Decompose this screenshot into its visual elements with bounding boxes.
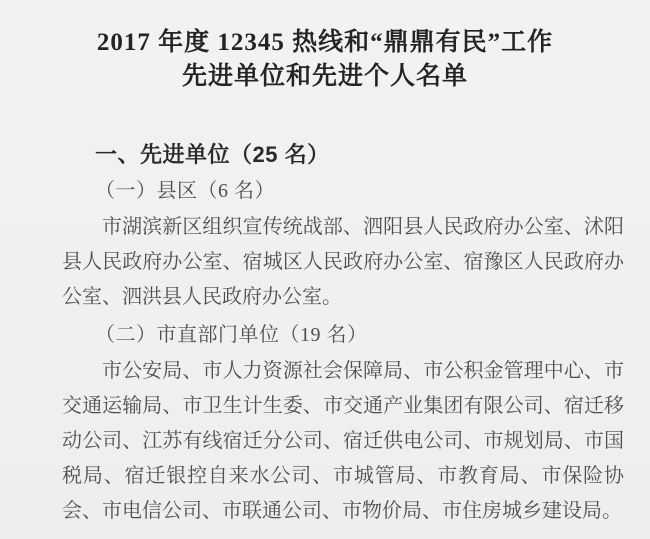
document-body <box>62 137 624 529</box>
paragraph-county-units: 市湖滨新区组织宣传统战部、泗阳县人民政府办公室、沭阳县人民政府办公室、宿城区人民政府办公室、宿豫区人民政府办公室、泗洪县人民政府办公室。 <box>62 216 624 308</box>
document-title-line2: 先进单位和先进个人名单 <box>181 63 468 90</box>
paragraph-municipal-department-units: 市公安局、市人力资源社会保障局、市公积金管理中心、市交通运输局、市卫生计生委、市交通产业集团有限公司、宿迁移动公司、江苏有线宿迁分公司、宿迁供电公司、市规划局、市国税局、宿迁银控自来水公司、市城管局、市教育局、市保险协会、市电信公司、市联通公司、市物价局、市住房城乡建设局。 <box>62 360 624 522</box>
document-title-line1: 2017 年度 12345 热线和“鼎鼎有民”工作 <box>96 29 554 56</box>
section-heading-advanced-units: 一、先进单位（25 名） <box>95 142 330 167</box>
subsection-label-municipal-departments: （二）市直部门单位（19 名） <box>95 324 368 346</box>
document-title <box>0 0 650 94</box>
subsection-label-counties: （一）县区（6 名） <box>95 180 275 202</box>
